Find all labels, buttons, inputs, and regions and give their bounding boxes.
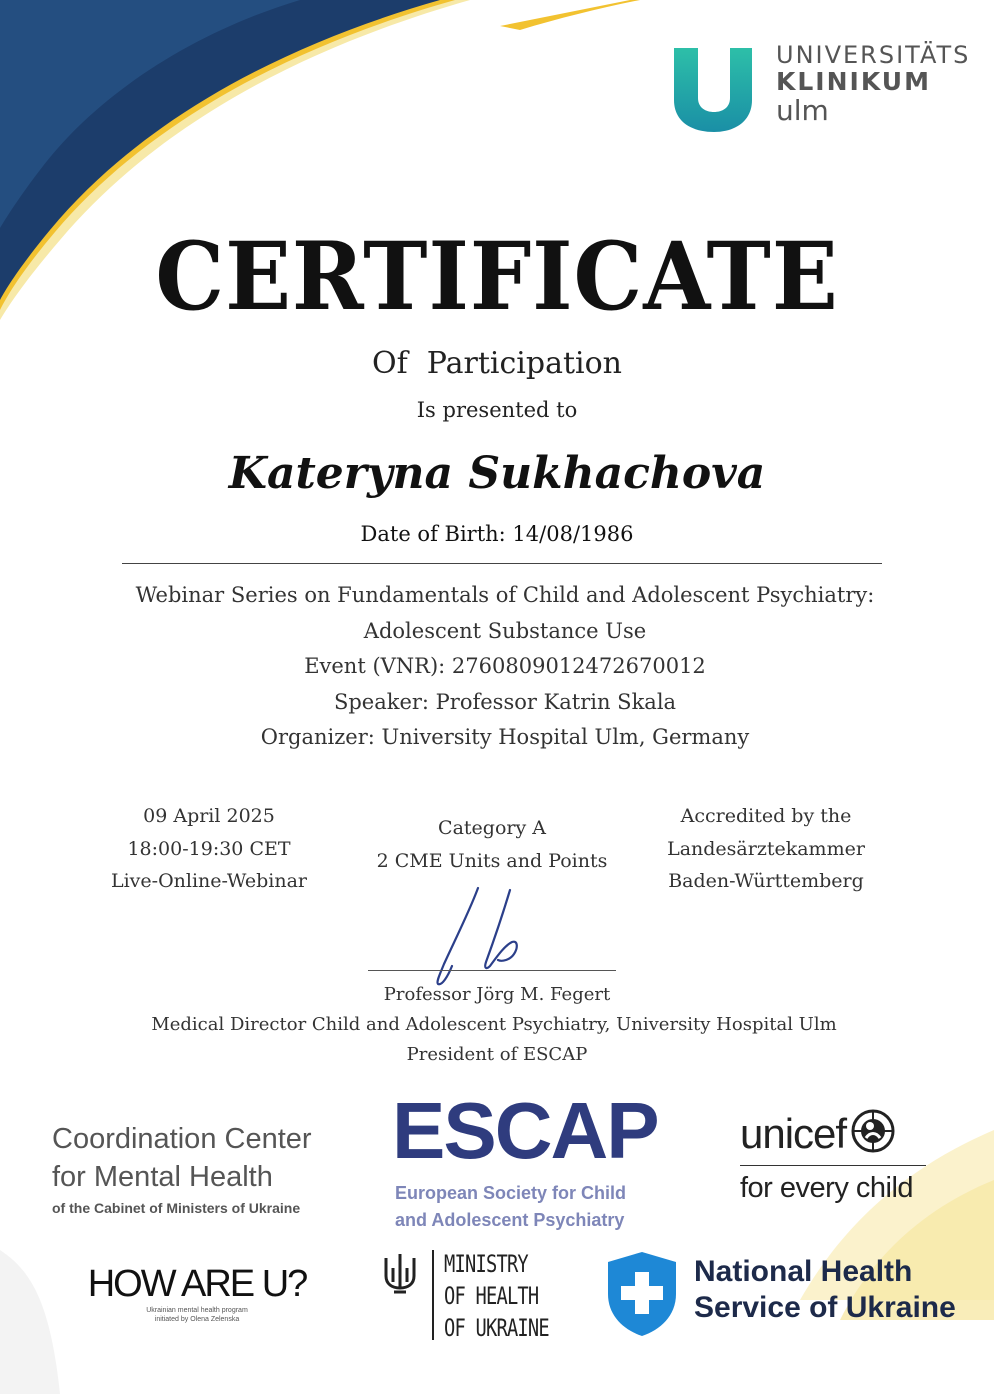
signature-line <box>368 970 616 971</box>
klinikum-line: KLINIKUM <box>776 67 931 97</box>
date-of-birth: Date of Birth: 14/08/1986 <box>360 522 634 546</box>
escap-line-2: and Adolescent Psychiatry <box>395 1210 625 1230</box>
how-are-u-wordmark: HOW ARE U? <box>87 1263 307 1305</box>
webinar-series: Webinar Series on Fundamentals of Child and Adolescent Psychiatry: <box>135 583 875 607</box>
coordination-center-line-3: of the Cabinet of Ministers of Ukraine <box>52 1200 301 1216</box>
organizer: Organizer: University Hospital Ulm, Germany <box>260 725 750 749</box>
unicef-logo <box>740 1108 930 1205</box>
cme-category: Category A <box>438 817 546 839</box>
unicef-divider <box>740 1165 926 1166</box>
event-time: 18:00-19:30 CET <box>127 837 291 860</box>
divider-line <box>122 563 882 564</box>
handwritten-signature <box>420 880 540 990</box>
coordination-center-line-1: Coordination Center <box>52 1123 312 1155</box>
escap-logo <box>392 1086 682 1234</box>
ulm-u-mark-icon <box>672 42 756 134</box>
signatory-name: Professor Jörg M. Fegert <box>383 984 611 1005</box>
event-date: 09 April 2025 <box>143 805 275 827</box>
certificate-title: CERTIFICATE <box>155 222 839 332</box>
cme-units: 2 CME Units and Points <box>376 849 608 872</box>
credits-block <box>356 812 628 877</box>
nhsu-line-2: Service of Ukraine <box>694 1291 956 1324</box>
how-are-u-sub-1: Ukrainian mental health program <box>146 1307 248 1314</box>
medical-cross-shield-icon <box>606 1250 678 1338</box>
escap-wordmark: ESCAP <box>392 1086 658 1175</box>
schedule-block <box>84 800 334 898</box>
university-hospital-ulm-logo <box>672 41 971 142</box>
webinar-topic: Adolescent Substance Use <box>363 618 647 643</box>
recipient-name: Kateryna Sukhachova <box>228 448 766 499</box>
escap-line-1: European Society for Child <box>395 1183 627 1203</box>
coordination-center-logo <box>52 1120 312 1216</box>
ministry-divider <box>432 1250 434 1340</box>
ministry-line-1: MINISTRY <box>444 1250 528 1278</box>
national-health-service-logo <box>606 1248 976 1348</box>
accreditation-block <box>646 800 886 898</box>
event-details <box>0 578 994 756</box>
unicef-globe-icon <box>850 1108 896 1154</box>
ulm-line: ulm <box>776 93 829 127</box>
trident-icon <box>380 1252 420 1296</box>
event-format: Live-Online-Webinar <box>110 870 308 892</box>
signatory-role: Medical Director Child and Adolescent Psychiatry, University Hospital Ulm <box>151 1014 837 1035</box>
certificate-subtitle: Of Participation <box>371 346 622 381</box>
unicef-wordmark: unicef <box>740 1110 847 1157</box>
university-line: UNIVERSITÄTS <box>776 41 971 69</box>
speaker: Speaker: Professor Katrin Skala <box>333 689 677 714</box>
nhsu-line-1: National Health <box>694 1255 913 1288</box>
accreditation-line-2: Landesärztekammer <box>667 837 865 860</box>
unicef-tagline: for every child <box>740 1172 914 1204</box>
presented-to-text: Is presented to <box>416 398 578 422</box>
ministry-of-health-logo <box>380 1248 580 1348</box>
event-vnr: Event (VNR): 2760809012472670012 <box>304 654 706 678</box>
accreditation-line-3: Baden-Württemberg <box>668 870 864 892</box>
ministry-line-2: OF HEALTH <box>444 1282 539 1310</box>
ministry-line-3: OF UKRAINE <box>444 1314 549 1342</box>
coordination-center-line-2: for Mental Health <box>52 1161 273 1193</box>
how-are-u-sub-2: initiated by Olena Zelenska <box>154 1316 240 1323</box>
signatory-position: President of ESCAP <box>406 1044 588 1065</box>
accreditation-line-1: Accredited by the <box>680 805 852 827</box>
how-are-u-logo <box>72 1262 322 1324</box>
